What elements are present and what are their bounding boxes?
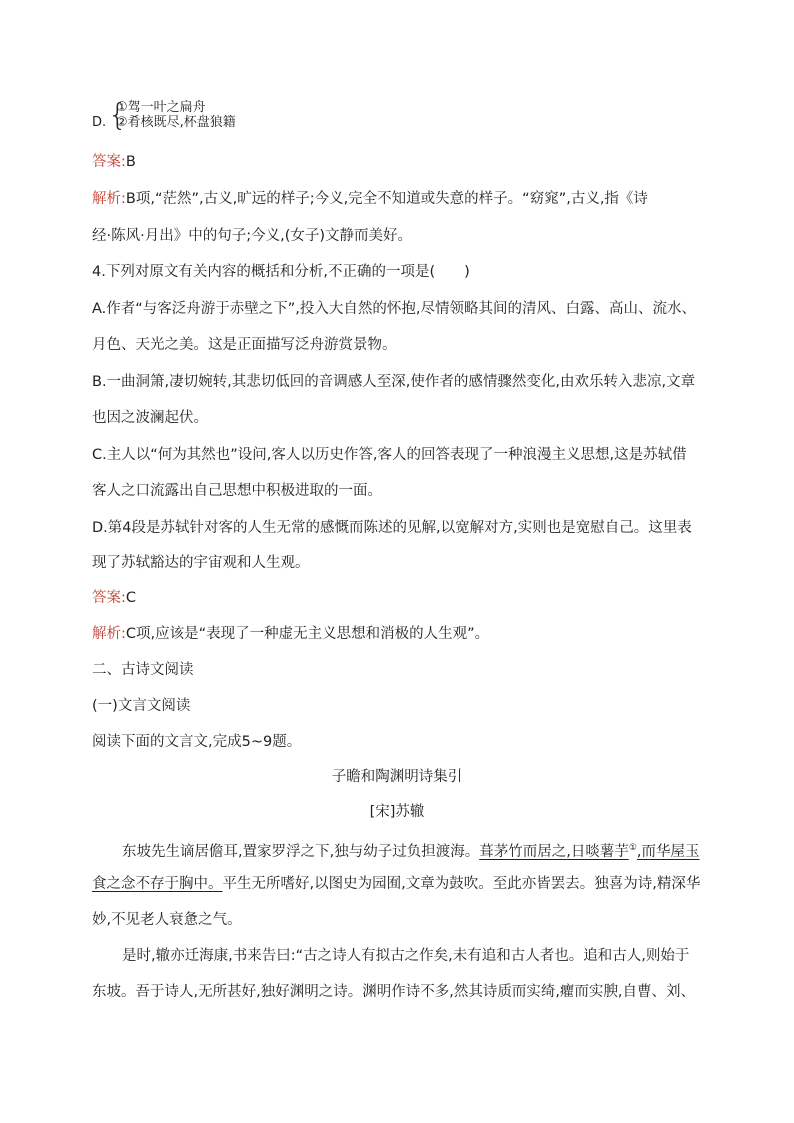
explain-label: 解析: — [92, 626, 126, 642]
option-d-line-1: ①驾一叶之扁舟 — [116, 100, 206, 115]
footnote-marker: ① — [628, 843, 637, 853]
answer-value: B — [125, 154, 136, 170]
section-heading: 二、古诗文阅读 — [92, 662, 194, 678]
q3-explain-line-1 — [92, 189, 648, 209]
explain-text: C项,应该是“表现了一种虚无主义思想和消极的人生观”。 — [125, 626, 490, 642]
q4-option-c-line-1: C.主人以“何为其然也”设问,客人以历史作答,客人的回答表现了一种浪漫主义思想,这是苏轼借 — [92, 447, 687, 463]
passage-p2-line-1: 是时,辙亦迁海康,书来告曰:“古之诗人有拟古之作矣,未有追和古人者也。追和古人,则始于 — [122, 948, 690, 964]
q4-option-d-line-2: 现了苏轼豁达的宇宙观和人生观。 — [92, 555, 310, 571]
q3-answer — [92, 152, 136, 172]
subsection-heading: (一)文言文阅读 — [92, 698, 191, 714]
option-d-label: D. — [92, 115, 107, 130]
instruction: 阅读下面的文言文,完成5~9题。 — [92, 734, 302, 750]
underlined-text: ,而华屋玉 — [636, 843, 700, 860]
answer-label: 答案: — [92, 154, 126, 170]
q4-explain — [92, 624, 489, 644]
option-d-line-2: ②肴核既尽,杯盘狼籍 — [116, 115, 236, 130]
q4-option-c-line-2: 客人之口流露出自己思想中积极进取的一面。 — [92, 483, 382, 499]
q4-option-a-line-2: 月色、天光之美。这是正面描写泛舟游赏景物。 — [92, 337, 397, 353]
passage-title: 子瞻和陶渊明诗集引 — [331, 769, 463, 785]
passage-p1-line-3: 妙,不见老人衰惫之气。 — [92, 912, 242, 928]
q4-option-a-line-1: A.作者“与客泛舟游于赤壁之下”,投入大自然的怀抱,尽情领略其间的清风、白露、高山、流水、 — [92, 301, 697, 317]
explain-text: B项,“茫然”,古义,旷远的样子;今义,完全不知道或失意的样子。“窈窕”,古义,指《诗 — [125, 191, 648, 207]
q4-option-d-line-1: D.第4段是苏轼针对客的人生无常的感慨而陈述的见解,以宽解对方,实则也是宽慰自己。这里表 — [92, 520, 692, 536]
text: 平生无所嗜好,以图史为园囿,文章为鼓吹。至此亦皆罢去。独喜为诗,精深华 — [222, 876, 701, 892]
option-d-brace: { — [108, 98, 128, 133]
underlined-text: 食之念不存于胸中。 — [92, 876, 223, 892]
underlined-text: 葺茅竹而居之,日啖薯芋 — [479, 843, 629, 860]
q4-answer — [92, 588, 136, 608]
passage-p1-line-1 — [122, 838, 700, 862]
answer-label: 答案: — [92, 590, 126, 606]
q4-stem: 4.下列对原文有关内容的概括和分析,不正确的一项是( ) — [92, 264, 470, 280]
q3-explain-line-2: 经·陈风·月出》中的句子;今义,(女子)文静而美好。 — [92, 228, 413, 244]
passage-author: [宋]苏辙 — [369, 804, 425, 820]
passage-p2-line-2: 东坡。吾于诗人,无所甚好,独好渊明之诗。渊明作诗不多,然其诗质而实绮,癯而实腴,自曹、刘、 — [92, 984, 696, 1000]
q4-option-b-line-2: 也因之波澜起伏。 — [92, 410, 208, 426]
q4-option-b-line-1: B.一曲洞箫,凄切婉转,其悲切低回的音调感人至深,使作者的感情骤然变化,由欢乐转入悲凉,文章 — [92, 374, 696, 390]
explain-label: 解析: — [92, 191, 126, 207]
answer-value: C — [125, 590, 137, 606]
text: 东坡先生谪居儋耳,置家罗浮之下,独与幼子过负担渡海。 — [122, 843, 480, 860]
passage-p1-line-2 — [92, 874, 700, 894]
